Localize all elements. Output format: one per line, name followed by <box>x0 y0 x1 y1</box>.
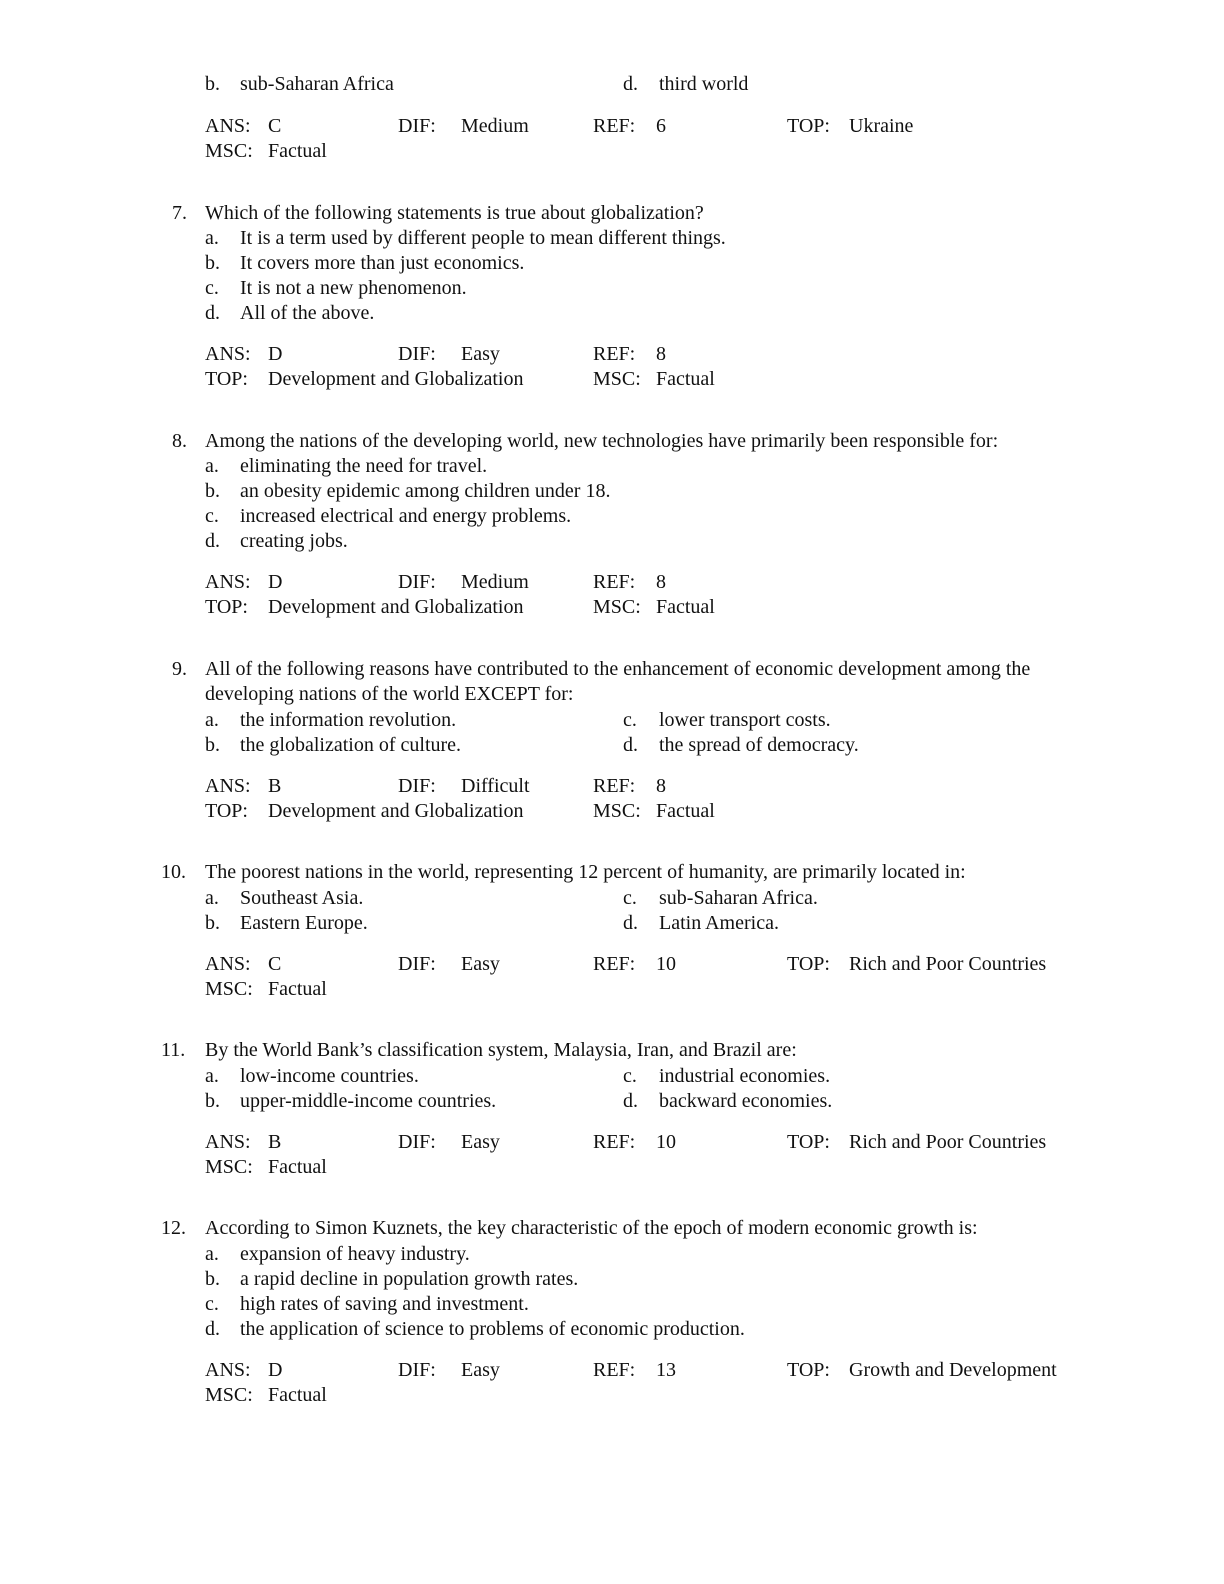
option-text: upper-middle-income countries. <box>240 1090 497 1112</box>
dif-label: DIF: <box>398 775 436 797</box>
option-text: increased electrical and energy problems. <box>240 505 572 527</box>
option-letter: a. <box>205 455 219 477</box>
top-value: Rich and Poor Countries <box>849 953 1047 975</box>
option-text: backward economies. <box>659 1090 833 1112</box>
ans-value: B <box>268 775 282 797</box>
option-letter: c. <box>623 1065 637 1087</box>
option-letter: d. <box>205 530 220 552</box>
option-text: industrial economies. <box>659 1065 831 1087</box>
option-text: Latin America. <box>659 912 779 934</box>
msc-value: Factual <box>656 368 715 390</box>
question-stem-cont: developing nations of the world EXCEPT for: <box>205 683 574 705</box>
option-text: It covers more than just economics. <box>240 252 525 274</box>
option-letter: b. <box>205 252 220 274</box>
msc-value: Factual <box>656 596 715 618</box>
ref-label: REF: <box>593 115 636 137</box>
option-letter: b. <box>205 73 220 95</box>
question-stem: According to Simon Kuznets, the key characteristic of the epoch of modern economic growth is: <box>205 1217 978 1239</box>
ans-value: D <box>268 1359 283 1381</box>
option-letter: d. <box>205 1318 220 1340</box>
option-text: All of the above. <box>240 302 375 324</box>
ref-label: REF: <box>593 1131 636 1153</box>
top-label: TOP: <box>205 596 248 618</box>
question-number: 12. <box>161 1217 186 1239</box>
option-letter: c. <box>205 277 219 299</box>
option-letter: a. <box>205 887 219 909</box>
ans-label: ANS: <box>205 343 251 365</box>
dif-value: Difficult <box>461 775 530 797</box>
option-letter: a. <box>205 1065 219 1087</box>
question-number: 10. <box>161 861 186 883</box>
top-label: TOP: <box>787 1359 830 1381</box>
option-text: Southeast Asia. <box>240 887 364 909</box>
dif-label: DIF: <box>398 343 436 365</box>
ref-value: 10 <box>656 953 676 975</box>
ans-label: ANS: <box>205 1131 251 1153</box>
top-label: TOP: <box>205 368 248 390</box>
option-text: low-income countries. <box>240 1065 419 1087</box>
option-letter: c. <box>623 887 637 909</box>
option-text: a rapid decline in population growth rates. <box>240 1268 579 1290</box>
option-letter: b. <box>205 480 220 502</box>
msc-value: Factual <box>268 140 327 162</box>
dif-label: DIF: <box>398 1359 436 1381</box>
dif-label: DIF: <box>398 571 436 593</box>
option-text: Eastern Europe. <box>240 912 368 934</box>
top-label: TOP: <box>787 115 830 137</box>
option-letter: d. <box>623 1090 638 1112</box>
top-label: TOP: <box>787 1131 830 1153</box>
dif-value: Easy <box>461 1131 500 1153</box>
option-letter: c. <box>205 1293 219 1315</box>
dif-label: DIF: <box>398 1131 436 1153</box>
option-text: sub-Saharan Africa. <box>659 887 818 909</box>
option-letter: c. <box>623 709 637 731</box>
msc-value: Factual <box>268 1384 327 1406</box>
option-letter: a. <box>205 709 219 731</box>
option-text: It is a term used by different people to mean different things. <box>240 227 726 249</box>
top-value: Ukraine <box>849 115 914 137</box>
ans-value: C <box>268 115 282 137</box>
option-letter: b. <box>205 1268 220 1290</box>
option-letter: a. <box>205 227 219 249</box>
dif-value: Easy <box>461 343 500 365</box>
option-text: high rates of saving and investment. <box>240 1293 529 1315</box>
option-text: sub-Saharan Africa <box>240 73 394 95</box>
msc-value: Factual <box>268 978 327 1000</box>
option-text: eliminating the need for travel. <box>240 455 488 477</box>
ans-value: D <box>268 571 283 593</box>
msc-label: MSC: <box>593 368 641 390</box>
msc-value: Factual <box>268 1156 327 1178</box>
question-stem: By the World Bank’s classification system, Malaysia, Iran, and Brazil are: <box>205 1039 797 1061</box>
msc-label: MSC: <box>205 140 253 162</box>
ref-value: 13 <box>656 1359 676 1381</box>
ref-label: REF: <box>593 343 636 365</box>
ref-value: 8 <box>656 775 666 797</box>
question-number: 8. <box>172 430 187 452</box>
ref-label: REF: <box>593 953 636 975</box>
option-letter: a. <box>205 1243 219 1265</box>
ref-value: 8 <box>656 571 666 593</box>
option-text: the information revolution. <box>240 709 457 731</box>
ans-label: ANS: <box>205 571 251 593</box>
question-number: 11. <box>161 1039 186 1061</box>
option-text: the globalization of culture. <box>240 734 462 756</box>
ans-value: B <box>268 1131 282 1153</box>
option-text: expansion of heavy industry. <box>240 1243 470 1265</box>
option-text: third world <box>659 73 749 95</box>
option-text: the application of science to problems of economic production. <box>240 1318 745 1340</box>
msc-label: MSC: <box>205 1156 253 1178</box>
option-letter: d. <box>623 912 638 934</box>
top-label: TOP: <box>787 953 830 975</box>
msc-label: MSC: <box>205 978 253 1000</box>
option-text: lower transport costs. <box>659 709 831 731</box>
ref-value: 8 <box>656 343 666 365</box>
dif-value: Medium <box>461 115 529 137</box>
question-number: 9. <box>172 658 187 680</box>
option-letter: d. <box>623 73 638 95</box>
option-text: an obesity epidemic among children under 18. <box>240 480 611 502</box>
dif-label: DIF: <box>398 953 436 975</box>
top-value: Development and Globalization <box>268 368 524 390</box>
dif-value: Easy <box>461 1359 500 1381</box>
ref-label: REF: <box>593 1359 636 1381</box>
ref-label: REF: <box>593 571 636 593</box>
dif-value: Medium <box>461 571 529 593</box>
dif-label: DIF: <box>398 115 436 137</box>
msc-label: MSC: <box>205 1384 253 1406</box>
option-text: creating jobs. <box>240 530 348 552</box>
option-text: It is not a new phenomenon. <box>240 277 467 299</box>
option-letter: b. <box>205 1090 220 1112</box>
ans-value: D <box>268 343 283 365</box>
question-stem: The poorest nations in the world, representing 12 percent of humanity, are primarily located in: <box>205 861 966 883</box>
msc-value: Factual <box>656 800 715 822</box>
ans-label: ANS: <box>205 1359 251 1381</box>
dif-value: Easy <box>461 953 500 975</box>
ref-value: 6 <box>656 115 666 137</box>
question-stem: Among the nations of the developing world, new technologies have primarily been responsible for: <box>205 430 999 452</box>
question-number: 7. <box>172 202 187 224</box>
ans-label: ANS: <box>205 775 251 797</box>
top-value: Development and Globalization <box>268 800 524 822</box>
question-stem: Which of the following statements is true about globalization? <box>205 202 704 224</box>
ans-value: C <box>268 953 282 975</box>
top-value: Growth and Development <box>849 1359 1057 1381</box>
option-letter: c. <box>205 505 219 527</box>
top-value: Rich and Poor Countries <box>849 1131 1047 1153</box>
option-letter: d. <box>623 734 638 756</box>
msc-label: MSC: <box>593 800 641 822</box>
question-stem: All of the following reasons have contributed to the enhancement of economic development among the <box>205 658 1031 680</box>
ref-label: REF: <box>593 775 636 797</box>
ref-value: 10 <box>656 1131 676 1153</box>
option-letter: b. <box>205 912 220 934</box>
ans-label: ANS: <box>205 953 251 975</box>
option-letter: d. <box>205 302 220 324</box>
option-text: the spread of democracy. <box>659 734 859 756</box>
top-value: Development and Globalization <box>268 596 524 618</box>
option-letter: b. <box>205 734 220 756</box>
ans-label: ANS: <box>205 115 251 137</box>
top-label: TOP: <box>205 800 248 822</box>
msc-label: MSC: <box>593 596 641 618</box>
